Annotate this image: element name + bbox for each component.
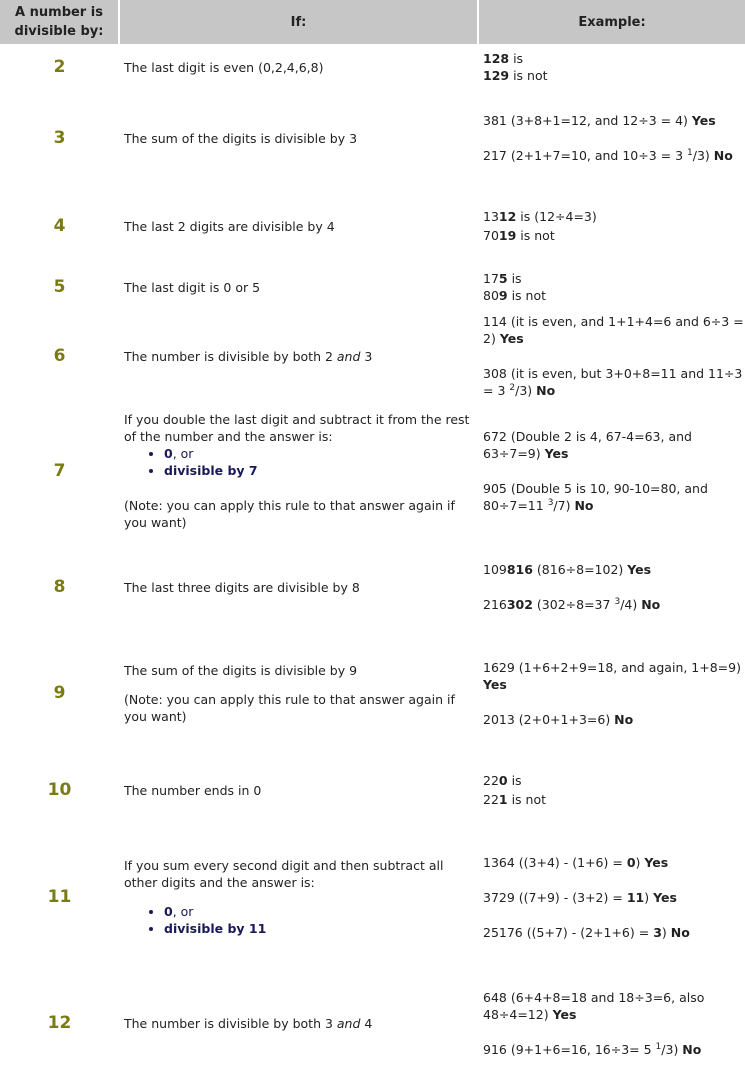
condition: The number ends in 0 (124, 782, 262, 798)
divisor: 8 (53, 576, 66, 597)
condition: The last three digits are divisible by 8 (124, 579, 360, 595)
condition: The sum of the digits is divisible by 3 (124, 130, 358, 146)
header-row (0, 0, 745, 44)
table-row (0, 964, 745, 1082)
divisor: 3 (53, 127, 66, 148)
example: 1629 (1+6+2+9=18, and again, 1+8=9) Yes 2013 (2+0+1+3=6) No (483, 659, 741, 727)
table-row (0, 266, 745, 308)
note: (Note: you can apply this rule to that answer again if you want) (124, 498, 455, 530)
example: 648 (6+4+8=18 and 18÷3=6, also 48÷4=12) Yes 916 (9+1+6=16, 16÷3= 5 $^1$/3) No (483, 989, 705, 1057)
condition-list (124, 445, 472, 479)
example: 220 is 221 is not (483, 773, 547, 807)
divisor: 11 (47, 886, 72, 907)
divisor: 5 (53, 276, 66, 297)
example: 109816 (816÷8=102) Yes 216302 (302÷8=37 $^3$/4) No (483, 562, 661, 612)
divisor: 4 (53, 215, 66, 236)
divisor: 2 (53, 56, 66, 77)
note: (Note: you can apply this rule to that answer again if you want) (124, 691, 455, 724)
condition: The last digit is 0 or 5 (124, 279, 261, 295)
divisor: 6 (53, 345, 66, 366)
example: 128 is 129 is not (483, 51, 548, 83)
table-row (0, 90, 745, 186)
table-row (0, 186, 745, 266)
table-row (0, 830, 745, 964)
example: 114 (it is even, and 1+1+4=6 and 6÷3 = 2) Yes 308 (it is even, but 3+0+8=11 and 11÷3 = 3 $^2$/3) No (483, 314, 744, 398)
example: 1312 is (12÷4=3) 7019 is not (483, 209, 597, 243)
header-divisible-by: A number is divisible by: (0, 0, 119, 44)
condition: If you double the last digit and subtract it from the rest of the number and the answer is: • 0, or • divisible by 7 (Note: you can apply this rule to that answer again if you want) (119, 404, 478, 538)
condition: The last 2 digits are divisible by 4 (124, 218, 335, 234)
condition: The number is divisible by both 3 and 4 (124, 1015, 373, 1031)
list-item: • 0, or (164, 903, 472, 920)
example: 1364 ((3+4) - (1+6) = 0) Yes 3729 ((7+9) - (3+2) = 11) Yes 25176 ((5+7) - (2+1+6) = 3) No (483, 854, 690, 940)
list-item: • divisible by 7 (164, 462, 472, 479)
list-item: • 0, or (164, 445, 472, 462)
header-if: If: (119, 0, 478, 44)
condition: The sum of the digits is divisible by 9 (Note: you can apply this rule to that answer again if you want) (119, 636, 478, 750)
condition-list (124, 903, 472, 937)
condition: The last digit is even (0,2,4,6,8) (124, 59, 324, 75)
example: 175 is 809 is not (483, 271, 547, 303)
condition: The number is divisible by both 2 and 3 (124, 348, 373, 364)
table-row (0, 308, 745, 404)
divisor: 10 (47, 779, 72, 800)
table-row (0, 636, 745, 750)
table-row (0, 750, 745, 830)
list-item: • divisible by 11 (164, 920, 472, 937)
example: 381 (3+8+1=12, and 12÷3 = 4) Yes 217 (2+1+7=10, and 10÷3 = 3 $^1$/3) No (483, 113, 733, 163)
table-row (0, 404, 745, 538)
table-row (0, 538, 745, 636)
condition: If you sum every second digit and then subtract all other digits and the answer is: • 0, or • divisible by 11 (119, 830, 478, 964)
header-example: Example: (478, 0, 745, 44)
example: 672 (Double 2 is 4, 67-4=63, and 63÷7=9) Yes 905 (Double 5 is 10, 90-10=80, and 80÷7=11 $^3$/7) No (483, 429, 708, 513)
table-row (0, 44, 745, 90)
divisor: 12 (47, 1012, 72, 1033)
divisor: 9 (53, 682, 66, 703)
divisor: 7 (53, 460, 66, 481)
